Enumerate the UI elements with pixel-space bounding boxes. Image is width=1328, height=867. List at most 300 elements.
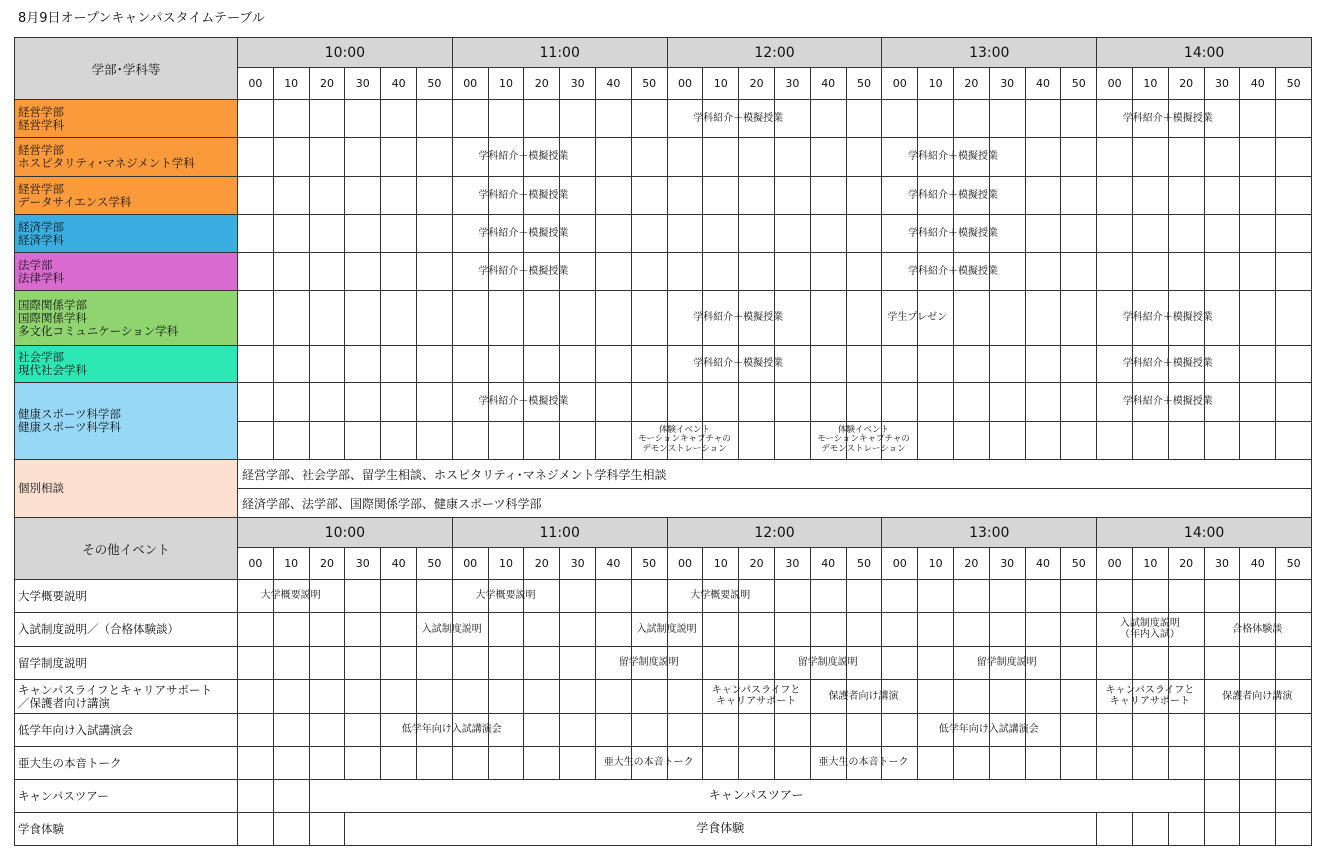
event-label: 学科紹介＋模擬授業 bbox=[907, 189, 998, 201]
time-cell bbox=[1204, 812, 1241, 846]
event-row-label: 大学概要説明 bbox=[14, 579, 238, 613]
minute-header: 00 bbox=[667, 547, 704, 580]
time-cell bbox=[344, 252, 381, 291]
time-cell bbox=[774, 421, 811, 460]
time-cell bbox=[344, 646, 381, 680]
event-row-label: 低学年向け入試講演会 bbox=[14, 713, 238, 747]
minute-header: 10 bbox=[273, 547, 310, 580]
time-cell bbox=[1132, 252, 1169, 291]
time-cell bbox=[488, 612, 525, 647]
time-cell bbox=[523, 99, 560, 138]
time-cell bbox=[846, 679, 883, 714]
time-cell bbox=[917, 579, 954, 613]
time-cell bbox=[1096, 99, 1133, 138]
time-cell bbox=[595, 214, 632, 253]
time-cell bbox=[452, 252, 489, 291]
time-cell bbox=[559, 746, 596, 780]
time-cell bbox=[452, 382, 489, 422]
time-cell bbox=[1096, 679, 1133, 714]
time-cell bbox=[1132, 382, 1169, 422]
time-cell bbox=[309, 679, 346, 714]
time-cell bbox=[1275, 646, 1312, 680]
time-cell bbox=[917, 99, 954, 138]
time-cell bbox=[559, 713, 596, 747]
time-cell bbox=[1025, 612, 1062, 647]
time-cell bbox=[488, 214, 525, 253]
event-label: 学科紹介＋模擬授業 bbox=[693, 312, 784, 323]
time-cell bbox=[667, 579, 704, 613]
time-cell bbox=[1132, 746, 1169, 780]
time-cell bbox=[917, 252, 954, 291]
time-cell bbox=[667, 679, 704, 714]
time-cell bbox=[1239, 713, 1276, 747]
minute-header: 00 bbox=[237, 547, 274, 580]
time-cell bbox=[237, 214, 274, 253]
time-cell bbox=[595, 99, 632, 138]
event-label: キャンパスライフと キャリアサポート bbox=[711, 685, 801, 707]
event-label: 留学制度説明 bbox=[797, 657, 858, 668]
time-cell bbox=[1239, 345, 1276, 383]
department-label: 経営学部 データサイエンス学科 bbox=[14, 176, 238, 215]
event-label: 学科紹介＋模擬授業 bbox=[1122, 396, 1213, 407]
time-cell bbox=[810, 99, 847, 138]
time-cell bbox=[953, 579, 990, 613]
time-cell bbox=[1239, 646, 1276, 680]
minute-header: 10 bbox=[702, 67, 739, 100]
event-label: 体験イベント モーションキャプチャの デモンストレーション bbox=[638, 424, 731, 454]
minute-header: 20 bbox=[309, 547, 346, 580]
time-cell bbox=[309, 290, 346, 346]
time-cell bbox=[416, 646, 453, 680]
department-label: 経営学部 ホスピタリティ･マネジメント学科 bbox=[14, 137, 238, 177]
time-cell bbox=[1275, 679, 1312, 714]
time-cell bbox=[1132, 579, 1169, 613]
time-cell bbox=[559, 612, 596, 647]
time-cell bbox=[881, 252, 918, 291]
time-cell bbox=[953, 99, 990, 138]
time-cell bbox=[881, 579, 918, 613]
minute-header: 50 bbox=[1060, 547, 1097, 580]
time-cell bbox=[1239, 290, 1276, 346]
time-cell bbox=[1204, 579, 1241, 613]
minute-header: 50 bbox=[846, 67, 883, 100]
time-cell bbox=[488, 579, 525, 613]
time-cell bbox=[881, 746, 918, 780]
time-cell bbox=[1168, 679, 1205, 714]
time-cell bbox=[416, 382, 453, 422]
time-cell bbox=[989, 252, 1026, 291]
time-cell bbox=[917, 746, 954, 780]
event-label: 学科紹介＋模擬授業 bbox=[1122, 312, 1213, 323]
time-cell bbox=[846, 176, 883, 215]
time-cell bbox=[953, 421, 990, 460]
time-cell bbox=[1275, 746, 1312, 780]
time-cell bbox=[1096, 290, 1133, 346]
time-cell bbox=[667, 176, 704, 215]
time-cell bbox=[774, 382, 811, 422]
time-cell bbox=[702, 137, 739, 177]
time-cell bbox=[810, 345, 847, 383]
time-cell bbox=[452, 421, 489, 460]
time-cell bbox=[344, 99, 381, 138]
minute-header: 00 bbox=[881, 547, 918, 580]
time-cell bbox=[1204, 290, 1241, 346]
minute-header: 30 bbox=[344, 67, 381, 100]
time-cell bbox=[846, 579, 883, 613]
time-cell bbox=[810, 421, 847, 460]
minute-header: 40 bbox=[380, 67, 417, 100]
event-label: 大学概要説明 bbox=[690, 590, 751, 601]
time-cell bbox=[1025, 382, 1062, 422]
time-cell bbox=[738, 290, 775, 346]
time-cell bbox=[846, 137, 883, 177]
time-cell bbox=[273, 382, 310, 422]
time-cell bbox=[344, 679, 381, 714]
time-cell bbox=[1168, 137, 1205, 177]
time-cell bbox=[595, 579, 632, 613]
time-cell bbox=[1275, 290, 1312, 346]
minute-header: 50 bbox=[1060, 67, 1097, 100]
time-cell bbox=[774, 679, 811, 714]
minute-header: 00 bbox=[881, 67, 918, 100]
time-cell bbox=[452, 713, 489, 747]
time-cell bbox=[1204, 214, 1241, 253]
time-cell bbox=[738, 646, 775, 680]
time-cell bbox=[846, 252, 883, 291]
time-cell bbox=[273, 612, 310, 647]
time-cell bbox=[1204, 176, 1241, 215]
time-cell bbox=[810, 382, 847, 422]
time-cell bbox=[810, 746, 847, 780]
event-label: 留学制度説明 bbox=[618, 657, 679, 668]
time-cell bbox=[917, 290, 954, 346]
time-cell bbox=[810, 646, 847, 680]
consultation-line-1: 経営学部、社会学部、留学生相談、ホスピタリティ･マネジメント学科学生相談 bbox=[237, 459, 1312, 489]
time-cell bbox=[380, 214, 417, 253]
time-cell bbox=[1204, 99, 1241, 138]
time-cell bbox=[1239, 252, 1276, 291]
time-cell bbox=[1096, 713, 1133, 747]
time-cell bbox=[237, 290, 274, 346]
time-cell bbox=[810, 679, 847, 714]
event-label: 学科紹介＋模擬授業 bbox=[478, 151, 569, 162]
time-cell bbox=[309, 345, 346, 383]
time-cell bbox=[881, 713, 918, 747]
hour-header: 13:00 bbox=[881, 517, 1097, 548]
time-cell bbox=[344, 612, 381, 647]
minute-header: 30 bbox=[989, 67, 1026, 100]
minute-header: 20 bbox=[523, 67, 560, 100]
time-cell bbox=[452, 579, 489, 613]
time-cell bbox=[452, 99, 489, 138]
time-cell bbox=[881, 612, 918, 647]
time-cell bbox=[738, 679, 775, 714]
time-cell bbox=[595, 713, 632, 747]
event-label: 亜大生の本音トーク bbox=[603, 757, 694, 768]
minute-header: 10 bbox=[488, 547, 525, 580]
time-cell bbox=[452, 646, 489, 680]
time-cell bbox=[631, 746, 668, 780]
time-cell bbox=[1060, 746, 1097, 780]
consultation-line-2: 経済学部、法学部、国際関係学部、健康スポーツ科学部 bbox=[237, 488, 1312, 518]
time-cell bbox=[1275, 345, 1312, 383]
time-cell bbox=[273, 679, 310, 714]
time-cell bbox=[917, 382, 954, 422]
time-cell bbox=[1204, 345, 1241, 383]
time-cell bbox=[595, 679, 632, 714]
time-cell bbox=[953, 137, 990, 177]
time-cell bbox=[702, 382, 739, 422]
minute-header: 40 bbox=[1239, 547, 1276, 580]
time-cell bbox=[237, 176, 274, 215]
time-cell bbox=[1060, 713, 1097, 747]
time-cell bbox=[559, 176, 596, 215]
hour-header: 10:00 bbox=[237, 517, 453, 548]
time-cell bbox=[1132, 137, 1169, 177]
time-cell bbox=[667, 713, 704, 747]
time-cell bbox=[702, 646, 739, 680]
time-cell bbox=[1275, 252, 1312, 291]
time-cell bbox=[953, 345, 990, 383]
time-cell bbox=[523, 612, 560, 647]
time-cell bbox=[846, 99, 883, 138]
minute-header: 10 bbox=[702, 547, 739, 580]
time-cell bbox=[631, 679, 668, 714]
time-cell bbox=[1060, 99, 1097, 138]
time-cell bbox=[1168, 252, 1205, 291]
time-cell bbox=[273, 252, 310, 291]
hour-header: 13:00 bbox=[881, 37, 1097, 68]
time-cell bbox=[953, 646, 990, 680]
time-cell bbox=[738, 612, 775, 647]
event-label: 低学年向け入試講演会 bbox=[401, 724, 502, 735]
time-cell bbox=[595, 612, 632, 647]
time-cell bbox=[1168, 345, 1205, 383]
time-cell bbox=[1168, 290, 1205, 346]
time-cell bbox=[1275, 176, 1312, 215]
minute-header: 00 bbox=[452, 67, 489, 100]
time-cell bbox=[309, 421, 346, 460]
time-cell bbox=[273, 137, 310, 177]
time-cell bbox=[416, 612, 453, 647]
time-cell bbox=[667, 382, 704, 422]
time-cell bbox=[523, 421, 560, 460]
time-cell bbox=[738, 137, 775, 177]
time-cell bbox=[344, 345, 381, 383]
time-cell bbox=[1025, 176, 1062, 215]
time-cell bbox=[1096, 382, 1133, 422]
time-cell bbox=[416, 345, 453, 383]
department-label: 健康スポーツ科学部 健康スポーツ科学科 bbox=[14, 382, 238, 460]
time-cell bbox=[344, 290, 381, 346]
time-cell bbox=[237, 812, 274, 846]
time-cell bbox=[1204, 612, 1241, 647]
department-label: 経済学部 経済学科 bbox=[14, 214, 238, 253]
time-cell bbox=[309, 746, 346, 780]
time-cell bbox=[774, 99, 811, 138]
time-cell bbox=[1132, 713, 1169, 747]
time-cell bbox=[1275, 137, 1312, 177]
time-cell bbox=[1168, 421, 1205, 460]
time-cell bbox=[917, 421, 954, 460]
time-cell bbox=[380, 137, 417, 177]
time-cell bbox=[953, 679, 990, 714]
minute-header: 30 bbox=[559, 67, 596, 100]
time-cell bbox=[559, 252, 596, 291]
time-cell bbox=[595, 252, 632, 291]
time-cell bbox=[631, 421, 668, 460]
time-cell bbox=[738, 214, 775, 253]
time-cell bbox=[631, 137, 668, 177]
time-cell bbox=[702, 176, 739, 215]
time-cell bbox=[559, 290, 596, 346]
time-cell bbox=[237, 579, 274, 613]
time-cell bbox=[1060, 176, 1097, 215]
time-cell bbox=[309, 252, 346, 291]
time-cell bbox=[416, 421, 453, 460]
time-cell bbox=[1132, 214, 1169, 253]
time-cell bbox=[702, 679, 739, 714]
time-cell bbox=[1132, 421, 1169, 460]
time-cell bbox=[1025, 746, 1062, 780]
time-cell bbox=[273, 345, 310, 383]
time-cell bbox=[774, 612, 811, 647]
minute-header: 40 bbox=[1025, 547, 1062, 580]
time-cell bbox=[1132, 612, 1169, 647]
time-cell bbox=[380, 713, 417, 747]
time-cell bbox=[846, 345, 883, 383]
time-cell bbox=[953, 290, 990, 346]
time-cell bbox=[1060, 421, 1097, 460]
time-cell bbox=[523, 713, 560, 747]
page-title: 8月9日オープンキャンパスタイムテーブル bbox=[18, 11, 265, 26]
time-cell bbox=[1096, 176, 1133, 215]
time-cell bbox=[309, 646, 346, 680]
time-cell bbox=[953, 713, 990, 747]
minute-header: 50 bbox=[631, 547, 668, 580]
time-cell bbox=[595, 646, 632, 680]
event-label: 学科紹介＋模擬授業 bbox=[907, 151, 998, 162]
time-cell bbox=[380, 290, 417, 346]
time-cell bbox=[595, 382, 632, 422]
time-cell bbox=[631, 646, 668, 680]
minute-header: 30 bbox=[344, 547, 381, 580]
minute-header: 30 bbox=[774, 67, 811, 100]
time-cell bbox=[702, 252, 739, 291]
time-cell bbox=[953, 214, 990, 253]
time-cell bbox=[881, 214, 918, 253]
time-cell bbox=[989, 746, 1026, 780]
event-label: 学科紹介＋模擬授業 bbox=[478, 396, 569, 407]
time-cell bbox=[631, 176, 668, 215]
time-cell bbox=[416, 176, 453, 215]
time-cell bbox=[595, 176, 632, 215]
time-cell bbox=[631, 713, 668, 747]
time-cell bbox=[667, 290, 704, 346]
minute-header: 10 bbox=[273, 67, 310, 100]
time-cell bbox=[667, 345, 704, 383]
time-cell bbox=[488, 137, 525, 177]
time-cell bbox=[881, 290, 918, 346]
hour-header: 10:00 bbox=[237, 37, 453, 68]
time-cell bbox=[846, 612, 883, 647]
time-cell bbox=[595, 290, 632, 346]
time-cell bbox=[1204, 746, 1241, 780]
time-cell bbox=[810, 290, 847, 346]
event-row-label: 入試制度説明／（合格体験談） bbox=[14, 612, 238, 647]
time-cell bbox=[1204, 382, 1241, 422]
time-cell bbox=[1239, 421, 1276, 460]
time-cell bbox=[1204, 252, 1241, 291]
time-cell bbox=[774, 176, 811, 215]
time-cell bbox=[237, 137, 274, 177]
time-cell bbox=[774, 290, 811, 346]
time-cell bbox=[1275, 713, 1312, 747]
department-label: 経営学部 経営学科 bbox=[14, 99, 238, 138]
time-cell bbox=[344, 137, 381, 177]
time-cell bbox=[631, 252, 668, 291]
time-cell bbox=[1204, 646, 1241, 680]
time-cell bbox=[1060, 214, 1097, 253]
time-cell bbox=[631, 579, 668, 613]
time-cell bbox=[1239, 746, 1276, 780]
time-cell bbox=[1132, 646, 1169, 680]
event-label: 大学概要説明 bbox=[475, 590, 536, 601]
time-cell bbox=[702, 99, 739, 138]
time-cell bbox=[523, 382, 560, 422]
time-cell bbox=[1275, 382, 1312, 422]
time-cell bbox=[631, 214, 668, 253]
time-cell bbox=[1168, 214, 1205, 253]
time-cell bbox=[273, 579, 310, 613]
time-cell bbox=[989, 612, 1026, 647]
event-label: 学科紹介＋模擬授業 bbox=[478, 227, 569, 239]
time-cell bbox=[1168, 579, 1205, 613]
time-cell bbox=[380, 382, 417, 422]
time-cell bbox=[917, 137, 954, 177]
time-cell bbox=[595, 345, 632, 383]
time-cell bbox=[309, 137, 346, 177]
time-cell bbox=[881, 382, 918, 422]
time-cell bbox=[667, 646, 704, 680]
time-cell bbox=[917, 679, 954, 714]
time-cell bbox=[1204, 421, 1241, 460]
time-cell bbox=[488, 382, 525, 422]
time-cell bbox=[667, 99, 704, 138]
time-cell bbox=[738, 99, 775, 138]
time-cell bbox=[416, 579, 453, 613]
time-cell bbox=[1025, 137, 1062, 177]
minute-header: 20 bbox=[953, 547, 990, 580]
time-cell bbox=[452, 345, 489, 383]
time-cell bbox=[344, 176, 381, 215]
event-label: 大学概要説明 bbox=[260, 590, 321, 601]
minute-header: 40 bbox=[1239, 67, 1276, 100]
time-cell bbox=[917, 176, 954, 215]
time-cell bbox=[559, 579, 596, 613]
time-cell bbox=[416, 679, 453, 714]
time-cell bbox=[1060, 679, 1097, 714]
department-label: 国際関係学部 国際関係学科 多文化コミュニケーション学科 bbox=[14, 290, 238, 346]
time-cell bbox=[1132, 290, 1169, 346]
time-cell bbox=[1025, 214, 1062, 253]
time-cell bbox=[953, 746, 990, 780]
minute-header: 50 bbox=[416, 547, 453, 580]
time-cell bbox=[309, 99, 346, 138]
time-cell bbox=[273, 290, 310, 346]
time-cell bbox=[846, 382, 883, 422]
time-cell bbox=[488, 746, 525, 780]
